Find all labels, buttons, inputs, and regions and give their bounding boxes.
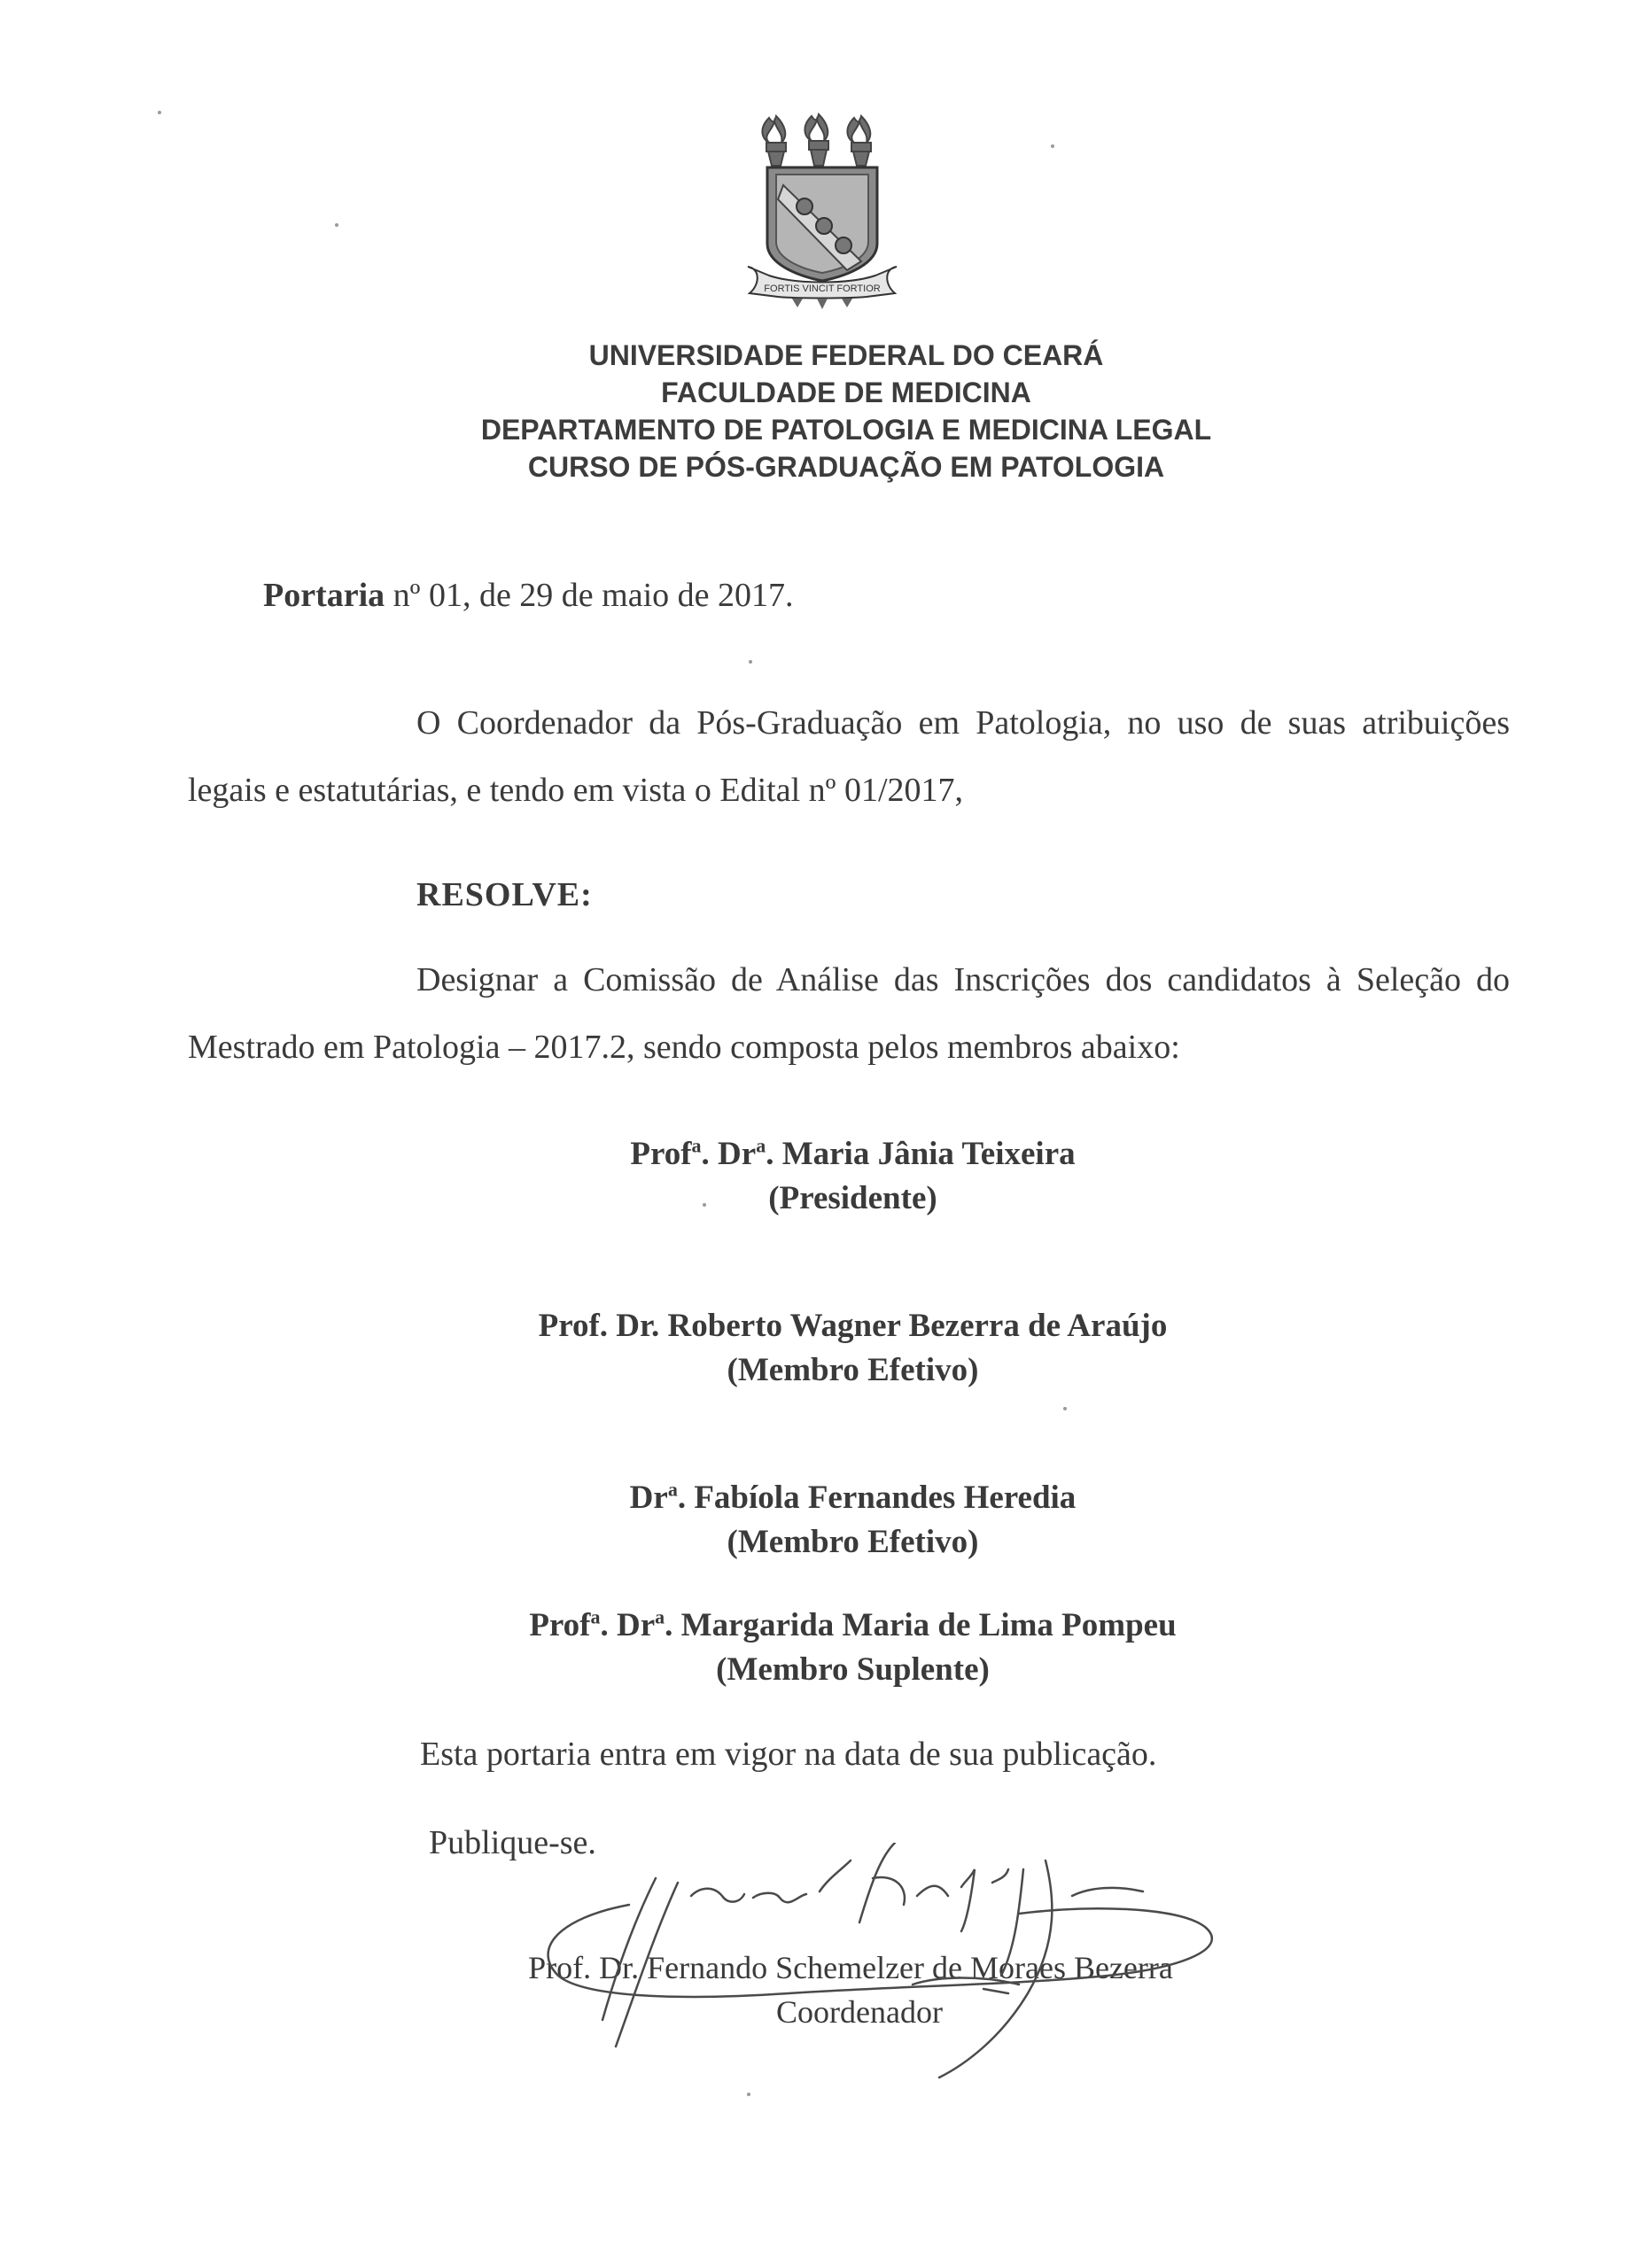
member-effective-1 xyxy=(0,1304,1648,1393)
portaria-label: Portaria xyxy=(263,577,385,614)
header-line-department: DEPARTAMENTO DE PATOLOGIA E MEDICINA LEGAL xyxy=(480,414,1212,446)
member-role: (Membro Efetivo) xyxy=(727,1352,979,1388)
portaria-number-date: nº 01, de 29 de maio de 2017. xyxy=(385,577,794,614)
member-president xyxy=(0,1132,1648,1221)
publique-statement: Publique-se. xyxy=(429,1824,596,1861)
member-name: Prof$^a$. Dr$^a$. Margarida Maria de Lima Pompeu xyxy=(529,1605,1177,1643)
resolve-heading: RESOLVE: xyxy=(416,876,593,913)
header-line-course: CURSO DE PÓS-GRADUAÇÃO EM PATOLOGIA xyxy=(527,451,1165,483)
signatory-name: Prof. Dr. Fernando Schemelzer de Moraes Bezerra xyxy=(528,1950,1173,1985)
designation-text: Designar a Comissão de Análise das Inscrições dos candidatos à Seleção do Mestrado em Patologia – 2017.2, sendo composta pelos membros abaixo: xyxy=(188,961,1510,1066)
scan-speck xyxy=(749,660,752,664)
scan-speck xyxy=(158,111,161,114)
torch-left-icon xyxy=(762,116,786,166)
member-effective-2 xyxy=(0,1476,1648,1565)
member-name: Prof. Dr. Roberto Wagner Bezerra de Araújo xyxy=(538,1308,1168,1344)
signatory-role: Coordenador xyxy=(776,1994,943,2030)
crest-motto: FORTIS VINCIT FORTIOR xyxy=(764,284,881,294)
vigor-statement: Esta portaria entra em vigor na data de sua publicação. xyxy=(420,1736,1157,1773)
header-line-university: UNIVERSIDADE FEDERAL DO CEARÁ xyxy=(588,339,1104,371)
member-role: (Presidente) xyxy=(768,1180,937,1216)
scan-speck xyxy=(335,223,338,227)
scan-speck xyxy=(747,2093,750,2096)
scan-speck xyxy=(1063,1407,1067,1410)
member-role: (Membro Suplente) xyxy=(716,1651,990,1688)
member-role: (Membro Efetivo) xyxy=(727,1524,979,1560)
scan-speck xyxy=(1051,144,1054,148)
member-name: Prof$^a$. Dr$^a$. Maria Jânia Teixeira xyxy=(630,1134,1076,1172)
portaria-line xyxy=(263,576,794,615)
institution-header xyxy=(0,337,1648,485)
member-name: Dr$^a$. Fabíola Fernandes Heredia xyxy=(629,1478,1077,1516)
intro-paragraph xyxy=(188,689,1510,824)
torch-right-icon xyxy=(847,116,871,166)
header-line-faculty: FACULDADE DE MEDICINA xyxy=(661,377,1031,408)
handwritten-signature xyxy=(523,1843,1249,2091)
intro-text: O Coordenador da Pós-Graduação em Patologia, no uso de suas atribuições legais e estatutárias, e tendo em vista o Edital nº 01/2017, xyxy=(188,704,1510,809)
university-crest xyxy=(742,111,902,310)
member-substitute xyxy=(0,1604,1648,1692)
torch-center-icon xyxy=(805,114,828,166)
designation-paragraph xyxy=(188,946,1510,1081)
